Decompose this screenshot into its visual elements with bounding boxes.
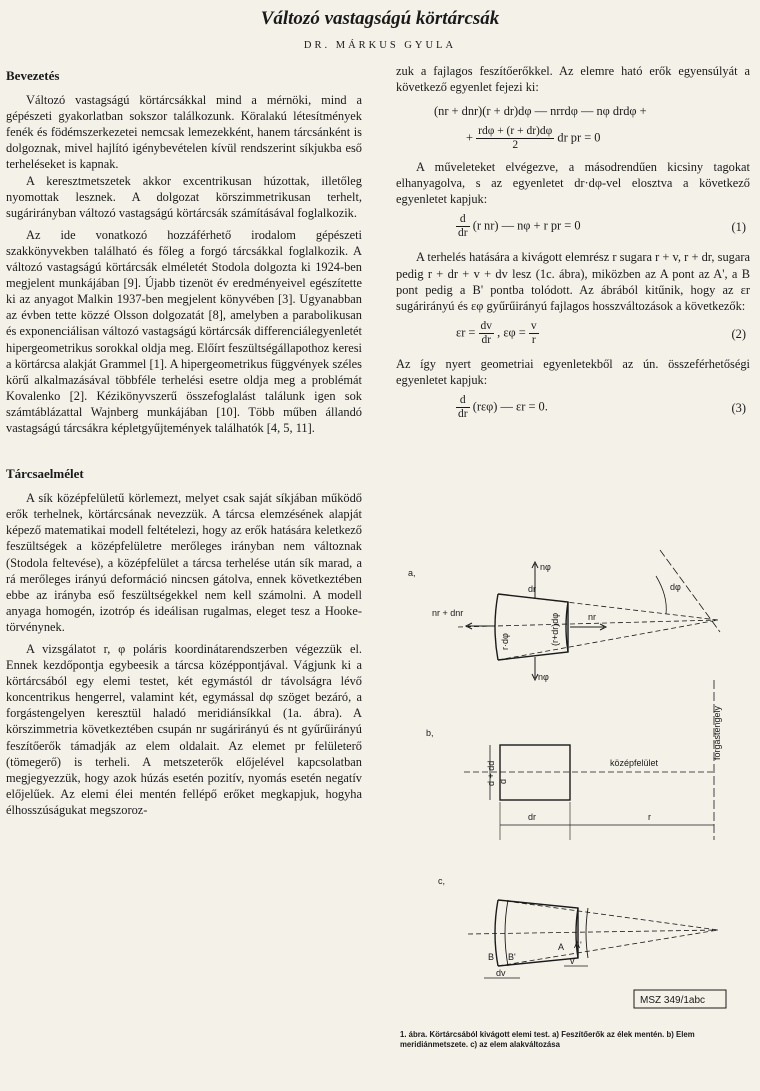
paragraph: A terhelés hatására a kivágott elemrész r sugara r + v, r + dr, sugara pedig r + dr + v + dv lesz (1c. ábra), miközben az A pont az A', a B pont pedig a B' pontba tolódott. Az ábrából kitűnik, hogy az εr sugárirányú és εφ gyűrűirányú fajlagos hosszváltozások a következők:: [396, 250, 750, 313]
stamp: MSZ 349/1abc: [640, 995, 706, 1006]
fraction: $\frac{\text{rdφ + (r + dr)dφ}}{2}$: [478, 125, 553, 152]
label: nr: [588, 612, 597, 622]
equation-3: $\frac{d}{dr}$ (rεφ) — εr = 0. (3): [458, 394, 746, 421]
equation-number: (2): [731, 326, 746, 341]
label: d + dd: [486, 760, 496, 786]
author: DR. MÁRKUS GYULA: [303, 40, 457, 51]
paragraph: zuk a fajlagos feszítőerőkkel. Az elemre ható erők egyensúlyát a következő egyenlet fejezi ki:: [396, 64, 750, 95]
panel-label-b: b,: [426, 728, 434, 738]
equilibrium-equation: [396, 101, 750, 153]
paragraph: A műveleteket elvégezve, a másodrendűen kicsiny tagokat elhanyagolva, s az egyenletet dr·dφ-vel elosztva a következő egyenletet kapjuk:: [396, 160, 750, 207]
figure-1: [398, 540, 752, 1020]
paper-title: Változó vastagságú körtárcsák: [260, 8, 500, 29]
label: B': [508, 952, 516, 962]
label: nr + dnr: [432, 608, 464, 618]
left-column: [6, 68, 362, 818]
paragraph: Változó vastagságú körtárcsákkal mind a mérnöki, mind a gépészeti gyakorlatban sokszor találkozunk. Köralakú létesítmények fenék és födémszerkezetei nemcsak lemezekként, hanem tárcsánként is dolgoznak, mivel hajlító igénybevételen kívül rendszerint síkjukba eső terheléseket is kapnak.: [6, 93, 362, 172]
label: dv: [496, 968, 506, 978]
panel-label-a: a,: [408, 568, 416, 578]
paragraph: A sík középfelületű körlemezt, melyet csak saját síkjában működő erők terhelnek, körtárcsának nevezzük. A tárcsa elemzésének alapját képező matematikai modell feltételezi, hogy az erők hatására keletkező feszültségek a középfelületre merőleges irányban nem változnak (Stodola feltevése), a középfelület a tárcsa terhelése után sík marad, a rá merőleges irányú deformáció nincsen gátolva, ennek következtében ebbe az irányba eső feszültségekkel nem kell számolni. A modell anyaga homogén, izotróp és ideálisan rugalmas, eleget tesz a Hooke-törvénynek.: [6, 491, 362, 634]
label: d: [498, 778, 508, 784]
figure-caption: 1. ábra. Körtárcsából kivágott elemi test. a) Feszítőerők az élek mentén. b) Elem meridiánmetszete. c) az elem alakváltozása: [400, 1030, 695, 1049]
paragraph: Az így nyert geometriai egyenletekből az ún. összeférhetőségi egyenletet kapjuk:: [396, 356, 750, 387]
label: (r+dr)dφ: [550, 612, 560, 646]
equation-2: εr = $\frac{dv}{dr}$ , εφ = $\frac{v}{r}$ (2): [456, 319, 746, 346]
equation-line: + $\frac{\text{rdφ + (r + dr)dφ}}{2}$ dr pr = 0: [466, 125, 601, 152]
axis-label: forgástengely: [712, 705, 722, 760]
equation-number: (3): [731, 401, 746, 416]
equation-line: (nr + dnr)(r + dr)dφ — nrrdφ — nφ drdφ +: [434, 104, 647, 119]
section-heading-theory: Tárcsaelmélet: [6, 466, 84, 482]
label: dr: [528, 812, 537, 822]
label: dφ: [670, 582, 681, 592]
paragraph: A keresztmetszetek akkor excentrikusan húzottak, illetőleg nyomottak lesznek. A dolgozat körszimmetrikusan terhelt, sugárirányban változó vastagságú körtárcsák számításával foglalkozik.: [6, 173, 362, 220]
label: r: [648, 812, 651, 822]
label: A: [558, 942, 565, 952]
paragraph: A vizsgálatot r, φ poláris koordinátarendszerben végezzük el. Ennek kezdőpontja egybeesik a tárcsa középpontjával. Vágjunk ki a körtárcsából egy elemi testet, két egymástól dr távolságra lévő koncentrikus hengerrel, valamint két, egymással dφ szöget bezáró, a forgástengelyen keresztül haladó meridiánsíkkal (1a. ábra). A körszimmetria következtében csupán nr sugárirányú és nt gyűrűirányú feszítőerők támadják az elem oldalait. Az elemet pr felületerő (tömegerő) is terheli. A metszeterők előjelével kapcsolatban megjegyezzük, hogy azok húzás esetén pozitív, nyomás esetén negatív előjelűek. Az elemi élei mentén fellépő erőket megkapjuk, hogyha élhosszúságukat megszoroz-: [6, 642, 362, 817]
panel-label-c: c,: [438, 876, 446, 886]
label: nφ: [538, 672, 549, 682]
label: nφ: [540, 562, 551, 572]
label: v: [570, 956, 575, 966]
label: A': [574, 940, 582, 950]
equation-1: $\frac{d}{dr}$ (r nr) — nφ + r pr = 0 (1): [458, 213, 746, 240]
paragraph: Az ide vonatkozó hozzáférhető irodalom gépészeti szakkönyvekben található és főleg a forgó tárcsákkal foglalkozik. A változó vastagságú körtárcsák elméletét Stodola dolgozta ki 1924-ben megjelent munkájában [9]. Újabb tizenöt év eredményeivel egészítette ki az anyagot Malkin 1937-ben megjelent könyvében [3]. Ugyanabban az évben tette közzé Olsson dolgozatát [8], amelyben a parabolikusan és exponenciálisan változó vastagságú körtárcsák differenciálegyenletét hipergeometrikus sorokkal oldja meg. Előírt feszültségállapothoz keresi a körtárcsa alakját Grammel [1]. A hipergeometrikus függvények széles körű alkalmazásával többféle terhelési esetre oldja meg a problémát Kovalenko [2]. Kézikönyvszerű összefoglalást találunk igen sok számtáblázattal Wajnberg munkájában [10]. Több műben állandó vastagságú tárcsákra képletgyűjtemények találhatók [4, 5, 11].: [6, 227, 362, 435]
section-heading-intro: Bevezetés: [6, 68, 60, 83]
right-column: [396, 63, 750, 430]
label: r·dφ: [500, 633, 510, 650]
label: dr: [528, 584, 537, 594]
label: B: [488, 952, 495, 962]
label: középfelület: [610, 758, 659, 768]
equation-number: (1): [731, 220, 746, 235]
